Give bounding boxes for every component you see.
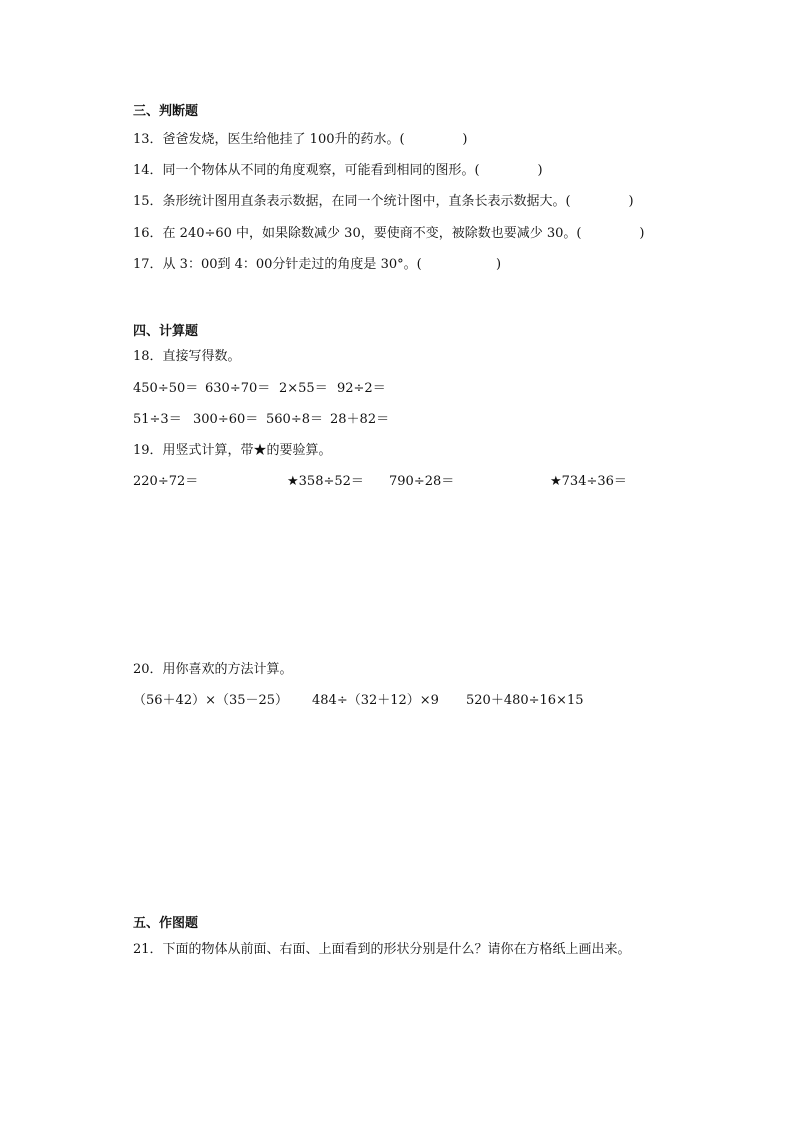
q18-expr: 28＋82＝: [330, 412, 390, 427]
q19-expr: ★734÷36＝: [550, 474, 627, 489]
section-heading-calculation: 四、计算题: [133, 324, 199, 339]
q18-expr: 300÷60＝: [193, 412, 259, 427]
q20-expr: （56＋42）×（35－25）: [133, 693, 289, 708]
question-21: 21．下面的物体从前面、右面、上面看到的形状分别是什么？请你在方格纸上画出来。: [133, 942, 631, 957]
question-17: 17．从 3：00到 4：00分针走过的角度是 30°。( ): [133, 257, 502, 272]
question-15: 15．条形统计图用直条表示数据，在同一个统计图中，直条长表示数据大。( ): [133, 194, 634, 209]
question-19-prompt: 19．用竖式计算，带★的要验算。: [133, 443, 332, 458]
q18-expr: 92÷2＝: [337, 381, 386, 396]
question-16: 16．在 240÷60 中，如果除数减少 30，要使商不变，被除数也要减少 30。( ): [133, 226, 645, 241]
q19-expr: ★358÷52＝: [287, 474, 364, 489]
q19-expr: 790÷28＝: [389, 474, 455, 489]
q18-expr: 450÷50＝: [133, 381, 199, 396]
q18-expr: 630÷70＝: [205, 381, 271, 396]
q18-expr: 560÷8＝: [266, 412, 323, 427]
question-14: 14．同一个物体从不同的角度观察，可能看到相同的图形。( ): [133, 163, 543, 178]
q20-expr: 484÷（32＋12）×9: [312, 693, 439, 708]
question-13: 13．爸爸发烧，医生给他挂了 100升的药水。( ): [133, 132, 468, 147]
q18-expr: 51÷3＝: [133, 412, 182, 427]
q20-expr: 520＋480÷16×15: [466, 693, 584, 708]
question-20-prompt: 20．用你喜欢的方法计算。: [133, 662, 293, 677]
section-heading-judgement: 三、判断题: [133, 104, 199, 119]
q18-expr: 2×55＝: [279, 381, 328, 396]
q19-expr: 220÷72＝: [133, 474, 199, 489]
section-heading-drawing: 五、作图题: [133, 916, 199, 931]
question-18-prompt: 18．直接写得数。: [133, 349, 241, 364]
